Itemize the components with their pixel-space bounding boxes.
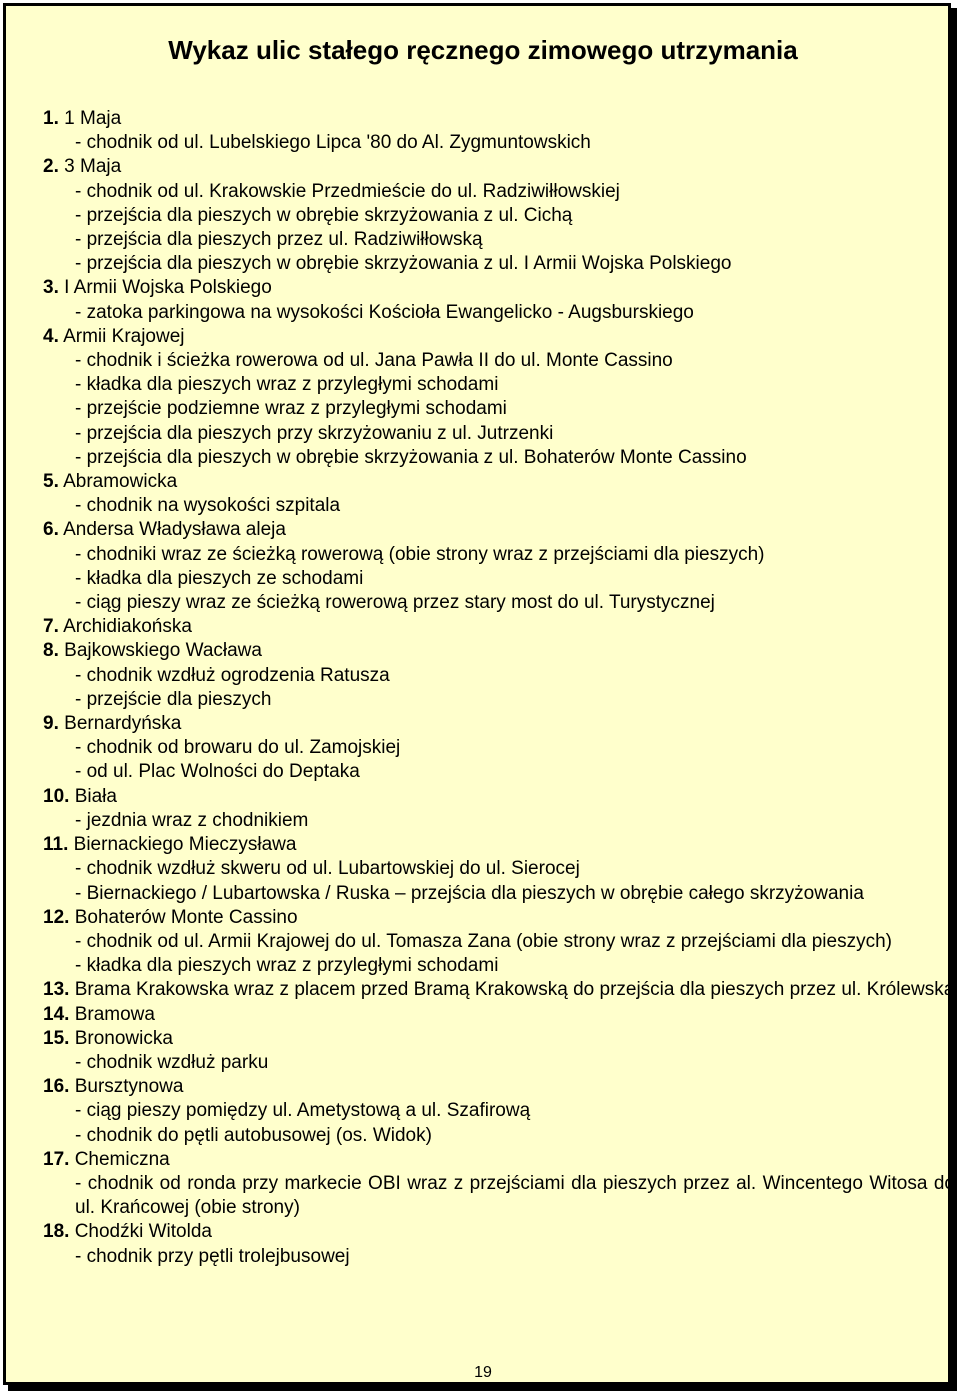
street-entry-item: - chodnik na wysokości szpitala (75, 495, 341, 517)
street-entry-number: 6. (43, 519, 59, 541)
street-name: 3 Maja (64, 156, 122, 178)
street-entry-item: - przejścia dla pieszych w obrębie skrzyżowania z ul. Cichą (75, 204, 573, 226)
street-entry-item: - chodnik od ul. Krakowskie Przedmieście do ul. Radziwiłłowskiej (75, 180, 620, 202)
street-name: 1 Maja (64, 108, 122, 129)
street-name: Biała (74, 785, 117, 807)
street-entry-item: - przejście podziemne wraz z przyległymi schodami (75, 398, 507, 420)
street-entry-item: - chodnik od browaru do ul. Zamojskiej (75, 737, 401, 759)
street-entry-heading (43, 1003, 955, 1027)
street-entry-item: - przejścia dla pieszych przy skrzyżowaniu z ul. Jutrzenki (75, 422, 554, 444)
street-name: Bernardyńska (64, 713, 182, 735)
street-entry-item: - Biernackiego / Lubartowska / Ruska – przejścia dla pieszych w obrębie całego skrzyżowania (75, 882, 864, 904)
street-name: Chemiczna (74, 1148, 170, 1170)
street-entry-heading (43, 712, 955, 736)
street-entry-item: - chodnik i ścieżka rowerowa od ul. Jana Pawła II do ul. Monte Cassino (75, 350, 673, 372)
street-entry-number: 15. (43, 1027, 70, 1049)
street-entry-heading (43, 978, 955, 1002)
street-entry-heading (43, 1220, 955, 1244)
street-entry-item: - jezdnia wraz z chodnikiem (75, 809, 309, 831)
street-entry-number: 2. (43, 156, 59, 178)
street-entry-item: - od ul. Plac Wolności do Deptaka (75, 761, 360, 783)
street-entry-number: 18. (43, 1221, 70, 1243)
street-entry-item: - chodnik przy pętli trolejbusowej (75, 1245, 350, 1267)
street-entry-heading (43, 1027, 955, 1051)
street-list (43, 107, 955, 1269)
street-entry-item: - kładka dla pieszych wraz z przyległymi schodami (75, 955, 499, 977)
street-entry-item: - chodnik wzdłuż parku (75, 1051, 269, 1073)
street-entry-item: - chodnik wzdłuż ogrodzenia Ratusza (75, 664, 390, 686)
street-name: Bursztynowa (74, 1076, 184, 1098)
street-entry-item: - chodnik do pętli autobusowej (os. Widok) (75, 1124, 432, 1146)
street-entry-number: 13. (43, 979, 70, 1001)
street-name: Bronowicka (74, 1027, 173, 1049)
street-name: I Armii Wojska Polskiego (64, 277, 272, 299)
street-entry-item: - ciąg pieszy pomiędzy ul. Ametystową a ul. Szafirową (75, 1100, 531, 1122)
street-entry-item: - zatoka parkingowa na wysokości Kościoła Ewangelicko - Augsburskiego (75, 301, 694, 323)
street-name: Bohaterów Monte Cassino (74, 906, 298, 928)
street-entry-heading (43, 276, 955, 300)
street-entry-item: - kładka dla pieszych wraz z przyległymi schodami (75, 374, 499, 396)
street-name: Archidiakońska (63, 616, 192, 638)
page-shadow-bottom (8, 1385, 957, 1391)
street-entry-item: - chodnik od ul. Armii Krajowej do ul. Tomasza Zana (obie strony wraz z przejściami dla pieszych) (75, 930, 892, 952)
street-entry-heading (43, 107, 955, 131)
street-entry-item: - chodniki wraz ze ścieżką rowerową (obie strony wraz z przejściami dla pieszych) (75, 543, 765, 565)
street-entry-number: 7. (43, 616, 59, 638)
street-entry-heading (43, 639, 955, 663)
street-entry-number: 3. (43, 277, 59, 299)
street-entry-number: 5. (43, 471, 59, 493)
street-entry-heading (43, 325, 955, 349)
street-name: Bramowa (74, 1003, 155, 1025)
street-entry-number: 11. (43, 834, 69, 856)
street-name: Armii Krajowej (63, 325, 185, 347)
street-entry-heading (43, 785, 955, 809)
street-entry-heading (43, 518, 955, 542)
street-entry-heading (43, 906, 955, 930)
street-entry-number: 4. (43, 325, 59, 347)
page-number: 19 (474, 1364, 492, 1381)
street-entry-item: - przejścia dla pieszych w obrębie skrzyżowania z ul. Bohaterów Monte Cassino (75, 446, 747, 468)
street-entry-item: - chodnik od ul. Lubelskiego Lipca '80 do Al. Zygmuntowskich (75, 132, 591, 154)
street-entry-item: - kładka dla pieszych ze schodami (75, 567, 364, 589)
street-entry-item: - chodnik wzdłuż skweru od ul. Lubartowskiej do ul. Sierocej (75, 858, 580, 880)
street-entry-number: 14. (43, 1003, 70, 1025)
street-name: Abramowicka (63, 471, 178, 493)
street-entry-heading (43, 470, 955, 494)
page-title: Wykaz ulic stałego ręcznego zimowego utrzymania (168, 35, 798, 65)
street-entry-heading (43, 1148, 955, 1172)
street-entry-number: 9. (43, 713, 59, 735)
street-entry-number: 17. (43, 1148, 70, 1170)
street-entry-item: - chodnik od ronda przy markecie OBI wraz z przejściami dla pieszych przez al. Wincentego Witosa do ul. Krańcowej (obie strony) (75, 1172, 955, 1219)
street-entry-item: - przejście dla pieszych (75, 688, 272, 710)
street-name: Chodźki Witolda (74, 1221, 212, 1243)
street-entry-heading (43, 155, 955, 179)
street-entry-number: 1. (43, 108, 59, 129)
street-entry-number: 16. (43, 1076, 70, 1098)
street-entry-number: 8. (43, 640, 59, 662)
street-name: Brama Krakowska wraz z placem przed Bramą Krakowską do przejścia dla pieszych przez ul. Królewską (74, 979, 955, 1001)
street-name: Bajkowskiego Wacława (64, 640, 262, 662)
street-entry-heading (43, 1075, 955, 1099)
street-name: Biernackiego Mieczysława (73, 834, 297, 856)
street-entry-item: - przejścia dla pieszych przez ul. Radziwiłłowską (75, 229, 483, 251)
street-entry-heading (43, 833, 955, 857)
street-entry-item: - ciąg pieszy wraz ze ścieżką rowerową przez stary most do ul. Turystycznej (75, 592, 715, 614)
street-entry-item: - przejścia dla pieszych w obrębie skrzyżowania z ul. I Armii Wojska Polskiego (75, 253, 732, 275)
street-name: Andersa Władysława aleja (63, 519, 286, 541)
street-entry-number: 12. (43, 906, 70, 928)
street-entry-heading (43, 615, 955, 639)
street-entry-number: 10. (43, 785, 70, 807)
